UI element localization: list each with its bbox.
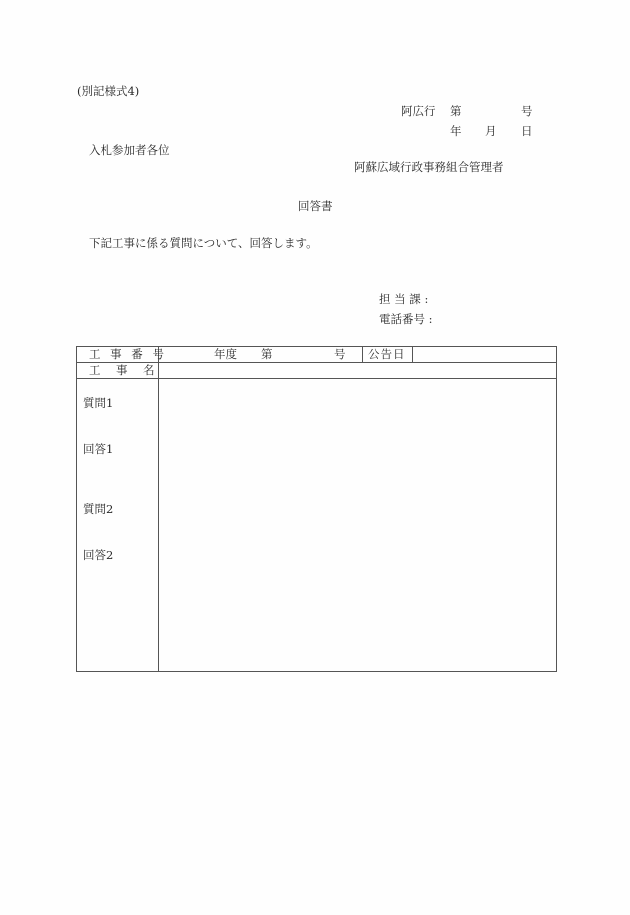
answer-2-label: 回答2 bbox=[83, 548, 114, 562]
contact-department-label: 担 当 課 : bbox=[379, 292, 429, 306]
construction-name-value[interactable] bbox=[163, 363, 551, 377]
table-bottom-border bbox=[76, 671, 557, 672]
question-2-content[interactable] bbox=[163, 502, 551, 516]
sender: 阿蘇広域行政事務組合管理者 bbox=[354, 160, 504, 174]
table-right-border bbox=[556, 346, 557, 672]
contact-phone-label: 電話番号 : bbox=[379, 312, 433, 326]
fiscal-year-label: 年度 bbox=[214, 347, 237, 361]
answer-1-content[interactable] bbox=[163, 442, 551, 456]
notice-date-label: 公告日 bbox=[368, 347, 406, 361]
addressee: 入札参加者各位 bbox=[89, 143, 170, 157]
intro-text: 下記工事に係る質問について、回答します。 bbox=[89, 236, 318, 250]
date-month: 月 bbox=[485, 124, 497, 138]
document-title: 回答書 bbox=[298, 199, 333, 213]
table-row2-border bbox=[76, 378, 557, 379]
question-1-content[interactable] bbox=[163, 396, 551, 410]
date-day: 日 bbox=[521, 124, 533, 138]
question-2-label: 質問2 bbox=[83, 502, 114, 516]
label-column-divider bbox=[158, 346, 159, 672]
date-year: 年 bbox=[450, 124, 462, 138]
number-dai-label: 第 bbox=[261, 347, 273, 361]
table-left-border bbox=[76, 346, 77, 672]
doc-number-go: 号 bbox=[521, 104, 533, 118]
notice-date-value[interactable] bbox=[416, 347, 552, 361]
construction-number-label: 工 事 番 号 bbox=[89, 347, 167, 361]
doc-number-dai: 第 bbox=[450, 104, 462, 118]
notice-date-left-divider bbox=[362, 346, 363, 362]
notice-date-right-divider bbox=[412, 346, 413, 362]
answer-1-label: 回答1 bbox=[83, 442, 114, 456]
construction-name-label: 工 事 名 bbox=[89, 363, 157, 377]
number-go-label: 号 bbox=[334, 347, 346, 361]
form-label: (別記様式4) bbox=[77, 84, 140, 98]
doc-number-prefix: 阿広行 bbox=[401, 104, 436, 118]
question-1-label: 質問1 bbox=[83, 396, 114, 410]
answer-2-content[interactable] bbox=[163, 548, 551, 562]
